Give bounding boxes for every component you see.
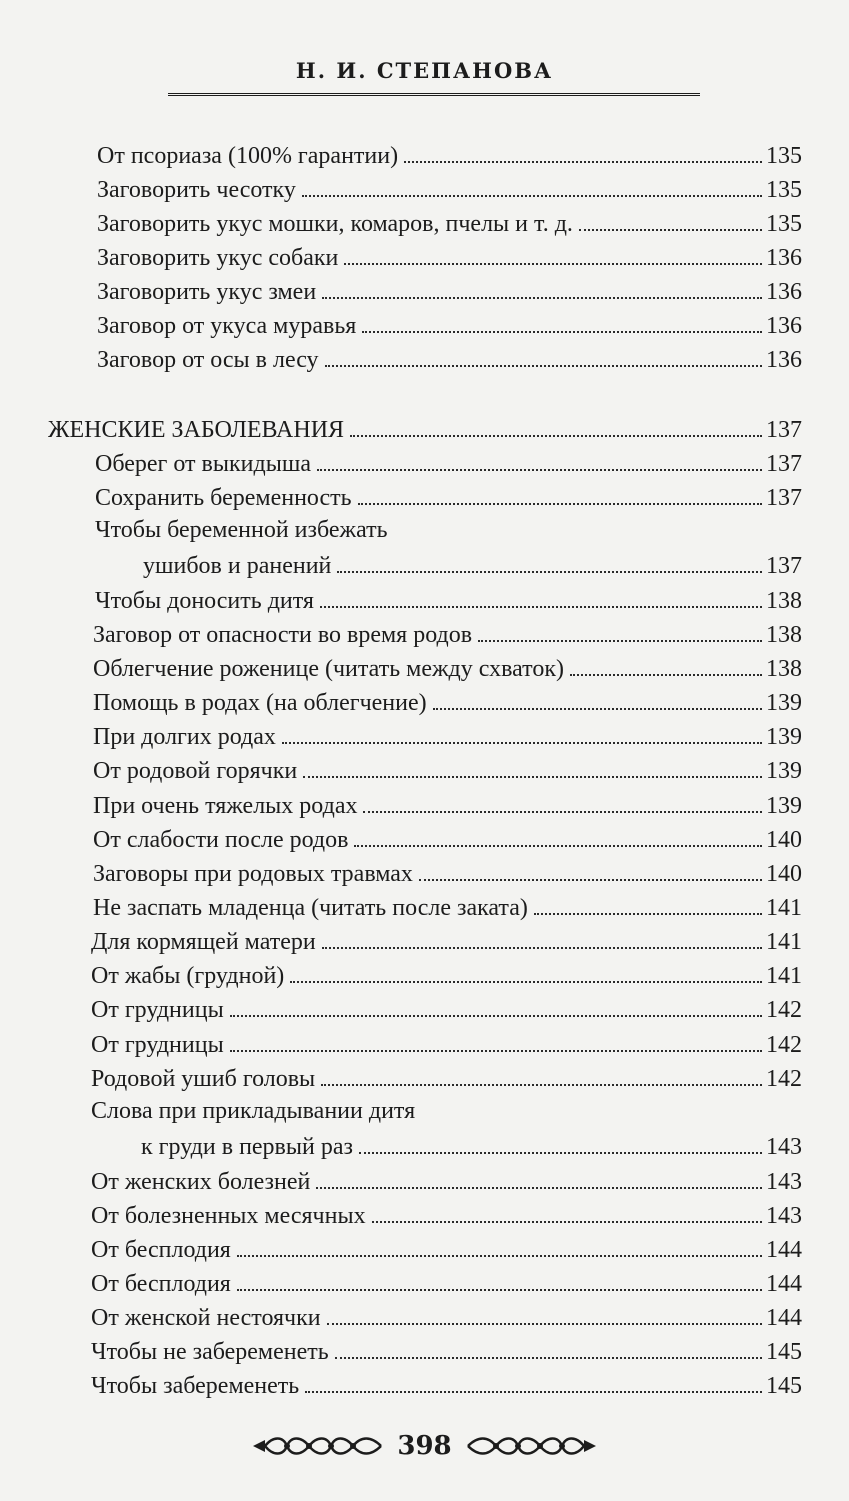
toc-entry-title: Заговор от укуса муравья bbox=[97, 313, 357, 339]
toc-entry-title: От бесплодия bbox=[91, 1237, 231, 1263]
toc-entry[interactable] bbox=[97, 340, 802, 374]
toc-entry-title: Заговорить укус мошки, комаров, пчелы и т. д. bbox=[97, 211, 573, 237]
toc-entry-page: 136 bbox=[766, 347, 802, 373]
toc-entry[interactable] bbox=[93, 683, 802, 717]
toc-section-heading[interactable] bbox=[48, 410, 802, 444]
dot-leader bbox=[534, 913, 762, 915]
toc-entry-title: От женских болезней bbox=[91, 1169, 311, 1195]
toc-entry[interactable] bbox=[95, 444, 802, 478]
header-author: Н. И. СТЕПАНОВА bbox=[295, 58, 554, 83]
dot-leader bbox=[303, 776, 762, 778]
toc-entry[interactable] bbox=[91, 922, 802, 956]
toc-entry-title-line1: Чтобы беременной избежать bbox=[95, 517, 388, 543]
toc-entry-title: Родовой ушиб головы bbox=[91, 1066, 316, 1092]
toc-entry-title: Заговор от осы в лесу bbox=[97, 347, 319, 373]
toc-entry[interactable] bbox=[91, 1230, 802, 1264]
toc-entry-page: 144 bbox=[766, 1271, 802, 1297]
running-header bbox=[0, 58, 849, 87]
toc-entry-title: Заговорить чесотку bbox=[97, 177, 296, 203]
toc-entry-page: 135 bbox=[766, 177, 802, 203]
toc-entry-page: 145 bbox=[766, 1373, 802, 1399]
dot-leader bbox=[362, 331, 762, 333]
toc-entry-title: От грудницы bbox=[91, 1032, 224, 1058]
toc-entry-page: 141 bbox=[766, 929, 802, 955]
toc-entry[interactable] bbox=[93, 751, 802, 785]
toc-entry[interactable] bbox=[141, 1127, 802, 1161]
toc-entry[interactable] bbox=[91, 1366, 802, 1400]
toc-entry[interactable] bbox=[143, 546, 802, 580]
toc-entry-title: Чтобы не забеременеть bbox=[91, 1339, 329, 1365]
dot-leader bbox=[325, 365, 762, 367]
dot-leader bbox=[316, 1187, 762, 1189]
toc-entry-page: 138 bbox=[766, 622, 802, 648]
dot-leader bbox=[317, 469, 762, 471]
dot-leader bbox=[372, 1221, 762, 1223]
toc-entry-title-line1: Слова при прикладывании дитя bbox=[91, 1098, 416, 1124]
dot-leader bbox=[363, 811, 762, 813]
toc-entry-page: 140 bbox=[766, 827, 802, 853]
section-title: ЖЕНСКИЕ ЗАБОЛЕВАНИЯ bbox=[48, 417, 345, 443]
toc-entry[interactable] bbox=[95, 478, 802, 512]
toc-entry[interactable] bbox=[97, 136, 802, 170]
dot-leader bbox=[305, 1391, 762, 1393]
toc-entry[interactable] bbox=[91, 1298, 802, 1332]
dot-leader bbox=[322, 947, 762, 949]
toc-entry-page: 142 bbox=[766, 1032, 802, 1058]
toc-entry-page: 138 bbox=[766, 588, 802, 614]
toc-entry-page: 139 bbox=[766, 758, 802, 784]
right-ornament-icon bbox=[466, 1433, 598, 1459]
toc-entry-page: 144 bbox=[766, 1237, 802, 1263]
dot-leader bbox=[321, 1084, 762, 1086]
dot-leader bbox=[570, 674, 762, 676]
toc-entry-page: 142 bbox=[766, 997, 802, 1023]
toc-entry-title-line2: к груди в первый раз bbox=[141, 1134, 353, 1160]
toc-entry-title: От женской нестоячки bbox=[91, 1305, 321, 1331]
toc-entry-page: 137 bbox=[766, 451, 802, 477]
toc-entry-page: 137 bbox=[766, 553, 802, 579]
dot-leader bbox=[433, 708, 762, 710]
left-ornament-icon bbox=[251, 1433, 383, 1459]
toc-entry[interactable] bbox=[91, 1332, 802, 1366]
toc-entry[interactable] bbox=[91, 1162, 802, 1196]
toc-entry[interactable] bbox=[91, 1025, 802, 1059]
toc-entry-page: 137 bbox=[766, 485, 802, 511]
header-rule bbox=[168, 93, 700, 96]
toc-entry[interactable] bbox=[97, 170, 802, 204]
toc-entry[interactable] bbox=[97, 238, 802, 272]
toc-entry-title: От бесплодия bbox=[91, 1271, 231, 1297]
toc-entry-page: 142 bbox=[766, 1066, 802, 1092]
toc-entry[interactable] bbox=[93, 649, 802, 683]
dot-leader bbox=[290, 981, 762, 983]
toc-entry[interactable] bbox=[91, 956, 802, 990]
toc-entry-title: Чтобы доносить дитя bbox=[95, 588, 314, 614]
dot-leader bbox=[419, 879, 762, 881]
toc-entry-page: 141 bbox=[766, 963, 802, 989]
toc-entry-title: При очень тяжелых родах bbox=[93, 793, 358, 819]
dot-leader bbox=[478, 640, 762, 642]
toc-entry-title: Не заспать младенца (читать после заката) bbox=[93, 895, 528, 921]
dot-leader bbox=[350, 435, 762, 437]
toc-entry-page: 139 bbox=[766, 793, 802, 819]
dot-leader bbox=[230, 1015, 762, 1017]
dot-leader bbox=[302, 195, 762, 197]
toc-entry-page: 143 bbox=[766, 1169, 802, 1195]
toc-entry-page: 145 bbox=[766, 1339, 802, 1365]
toc-entry[interactable] bbox=[93, 615, 802, 649]
toc-entry-title: Оберег от выкидыша bbox=[95, 451, 311, 477]
toc-entry[interactable] bbox=[97, 306, 802, 340]
toc-entry-title: Заговоры при родовых травмах bbox=[93, 861, 413, 887]
toc-entry-page: 139 bbox=[766, 690, 802, 716]
toc-entry-page: 135 bbox=[766, 211, 802, 237]
toc-entry-page: 143 bbox=[766, 1203, 802, 1229]
toc-entry[interactable] bbox=[91, 1059, 802, 1093]
toc-entry[interactable] bbox=[97, 272, 802, 306]
toc-entry-page: 141 bbox=[766, 895, 802, 921]
toc-entry[interactable] bbox=[91, 990, 802, 1024]
toc-entry[interactable] bbox=[91, 1264, 802, 1298]
dot-leader bbox=[344, 263, 762, 265]
toc-entry-title: От болезненных месячных bbox=[91, 1203, 366, 1229]
dot-leader bbox=[237, 1255, 762, 1257]
toc-entry-title: Помощь в родах (на облегчение) bbox=[93, 690, 427, 716]
toc-entry-title: Чтобы забеременеть bbox=[91, 1373, 300, 1399]
toc-entry-title: Заговорить укус змеи bbox=[97, 279, 317, 305]
toc-entry-page: 139 bbox=[766, 724, 802, 750]
toc-entry[interactable] bbox=[93, 717, 802, 751]
toc-entry-page: 143 bbox=[766, 1134, 802, 1160]
toc-entry-page: 140 bbox=[766, 861, 802, 887]
toc-entry[interactable] bbox=[93, 888, 802, 922]
dot-leader bbox=[322, 297, 762, 299]
toc-entry-title: Сохранить беременность bbox=[95, 485, 352, 511]
toc-entry-title: От родовой горячки bbox=[93, 758, 298, 784]
dot-leader bbox=[230, 1050, 762, 1052]
toc-entry-page: 136 bbox=[766, 245, 802, 271]
toc-entry-page: 136 bbox=[766, 313, 802, 339]
toc-entry-page: 135 bbox=[766, 143, 802, 169]
toc-entry[interactable] bbox=[95, 581, 802, 615]
toc-entry-title: Для кормящей матери bbox=[91, 929, 316, 955]
dot-leader bbox=[237, 1289, 762, 1291]
toc-entry[interactable] bbox=[93, 786, 802, 820]
dot-leader bbox=[282, 742, 762, 744]
dot-leader bbox=[579, 229, 762, 231]
dot-leader bbox=[320, 606, 762, 608]
toc-entry-title: От жабы (грудной) bbox=[91, 963, 285, 989]
toc-entry-title: При долгих родах bbox=[93, 724, 276, 750]
toc-entry-page: 136 bbox=[766, 279, 802, 305]
dot-leader bbox=[327, 1323, 762, 1325]
toc-entry-page: 138 bbox=[766, 656, 802, 682]
toc-entry-title: От грудницы bbox=[91, 997, 224, 1023]
dot-leader bbox=[358, 503, 762, 505]
page-number: 398 bbox=[397, 1431, 452, 1461]
dot-leader bbox=[359, 1152, 762, 1154]
toc-entry-title: Заговор от опасности во время родов bbox=[93, 622, 473, 648]
toc-entry[interactable] bbox=[93, 820, 802, 854]
toc-entry-title: Облегчение роженице (читать между схваток) bbox=[93, 656, 564, 682]
toc-entry-title: Заговорить укус собаки bbox=[97, 245, 339, 271]
dot-leader bbox=[354, 845, 762, 847]
dot-leader bbox=[337, 571, 762, 573]
toc-entry-page: 137 bbox=[766, 417, 802, 443]
dot-leader bbox=[335, 1357, 762, 1359]
toc-entry[interactable] bbox=[93, 854, 802, 888]
toc-entry-title: От слабости после родов bbox=[93, 827, 349, 853]
toc-entry-title: От псориаза (100% гарантии) bbox=[97, 143, 399, 169]
page-footer bbox=[0, 1428, 849, 1464]
toc-entry[interactable] bbox=[97, 204, 802, 238]
toc-entry-title-line2: ушибов и ранений bbox=[143, 553, 332, 579]
dot-leader bbox=[404, 161, 762, 163]
toc-entry-page: 144 bbox=[766, 1305, 802, 1331]
toc-entry[interactable] bbox=[91, 1196, 802, 1230]
